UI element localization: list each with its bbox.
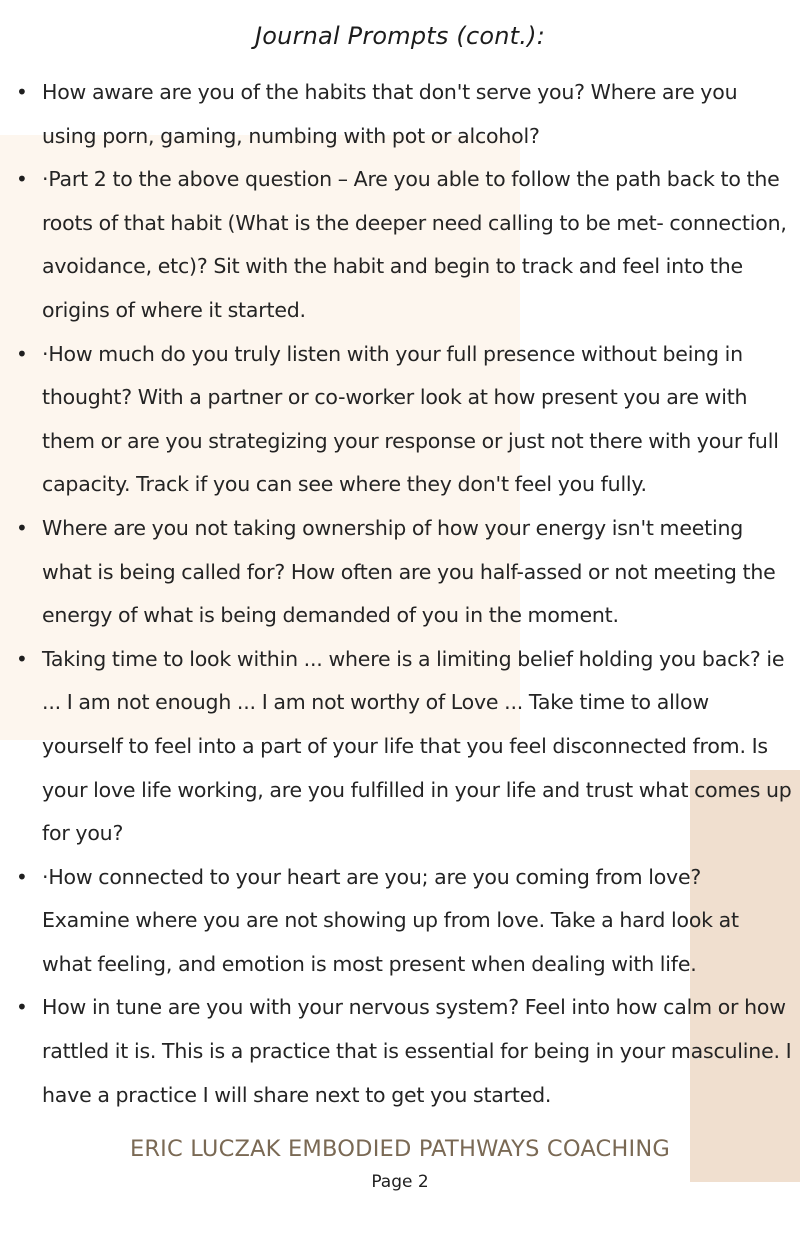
bullet-icon: • [16, 864, 28, 889]
bullet-icon: • [16, 515, 28, 540]
journal-prompt-item [14, 158, 794, 332]
prompt-text: Where are you not taking ownership of how your energy isn't meeting what is being called for? How often are you half-assed or not meeting the energy of what is being demanded of you in the moment. [42, 515, 776, 628]
bullet-icon: • [16, 646, 28, 671]
page-number: Page 2 [371, 1172, 429, 1192]
footer-brand-name: ERIC LUCZAK EMBODIED PATHWAYS COACHING [129, 1136, 671, 1162]
prompt-text: How in tune are you with your nervous system? Feel into how calm or how rattled it is. This is a practice that is essential for being in your masculine. I have a practice I will share next to get you started. [42, 995, 792, 1107]
journal-prompt-item [14, 638, 794, 856]
prompt-text: ·How much do you truly listen with your full presence without being in thought? With a partner or co-worker look at how present you are with them or are you strategizing your response or just not there with your full capacity. Track if you can see where they don't feel you fully. [42, 341, 779, 497]
bullet-icon: • [16, 995, 28, 1020]
journal-prompt-item [14, 507, 794, 638]
journal-prompt-item [14, 986, 794, 1117]
journal-prompt-list [14, 71, 794, 1117]
journal-prompt-item [14, 333, 794, 507]
journal-prompt-item [14, 856, 794, 987]
bullet-icon: • [16, 80, 28, 104]
journal-prompt-item [14, 71, 794, 158]
prompt-text: How aware are you of the habits that don't serve you? Where are you using porn, gaming, numbing with pot or alcohol? [42, 80, 738, 148]
prompt-text: Taking time to look within ... where is a limiting belief holding you back? ie ... I am not enough ... I am not worthy of Love ... Take time to allow yourself to feel into a part of your life that you feel disconnected from. Is your love life working, are you fulfilled in your life and trust what comes up for you? [42, 646, 792, 846]
page-title: Journal Prompts (cont.): [255, 22, 545, 50]
prompt-text: ·How connected to your heart are you; are you coming from love? Examine where you are not showing up from love. Take a hard look at what feeling, and emotion is most present when dealing with life. [42, 864, 739, 976]
bullet-icon: • [16, 341, 28, 366]
prompt-text: ·Part 2 to the above question – Are you able to follow the path back to the roots of that habit (What is the deeper need calling to be met- connection, avoidance, etc)? Sit with the habit and begin to track and feel into the origins of where it started. [42, 167, 787, 322]
bullet-icon: • [16, 167, 28, 192]
